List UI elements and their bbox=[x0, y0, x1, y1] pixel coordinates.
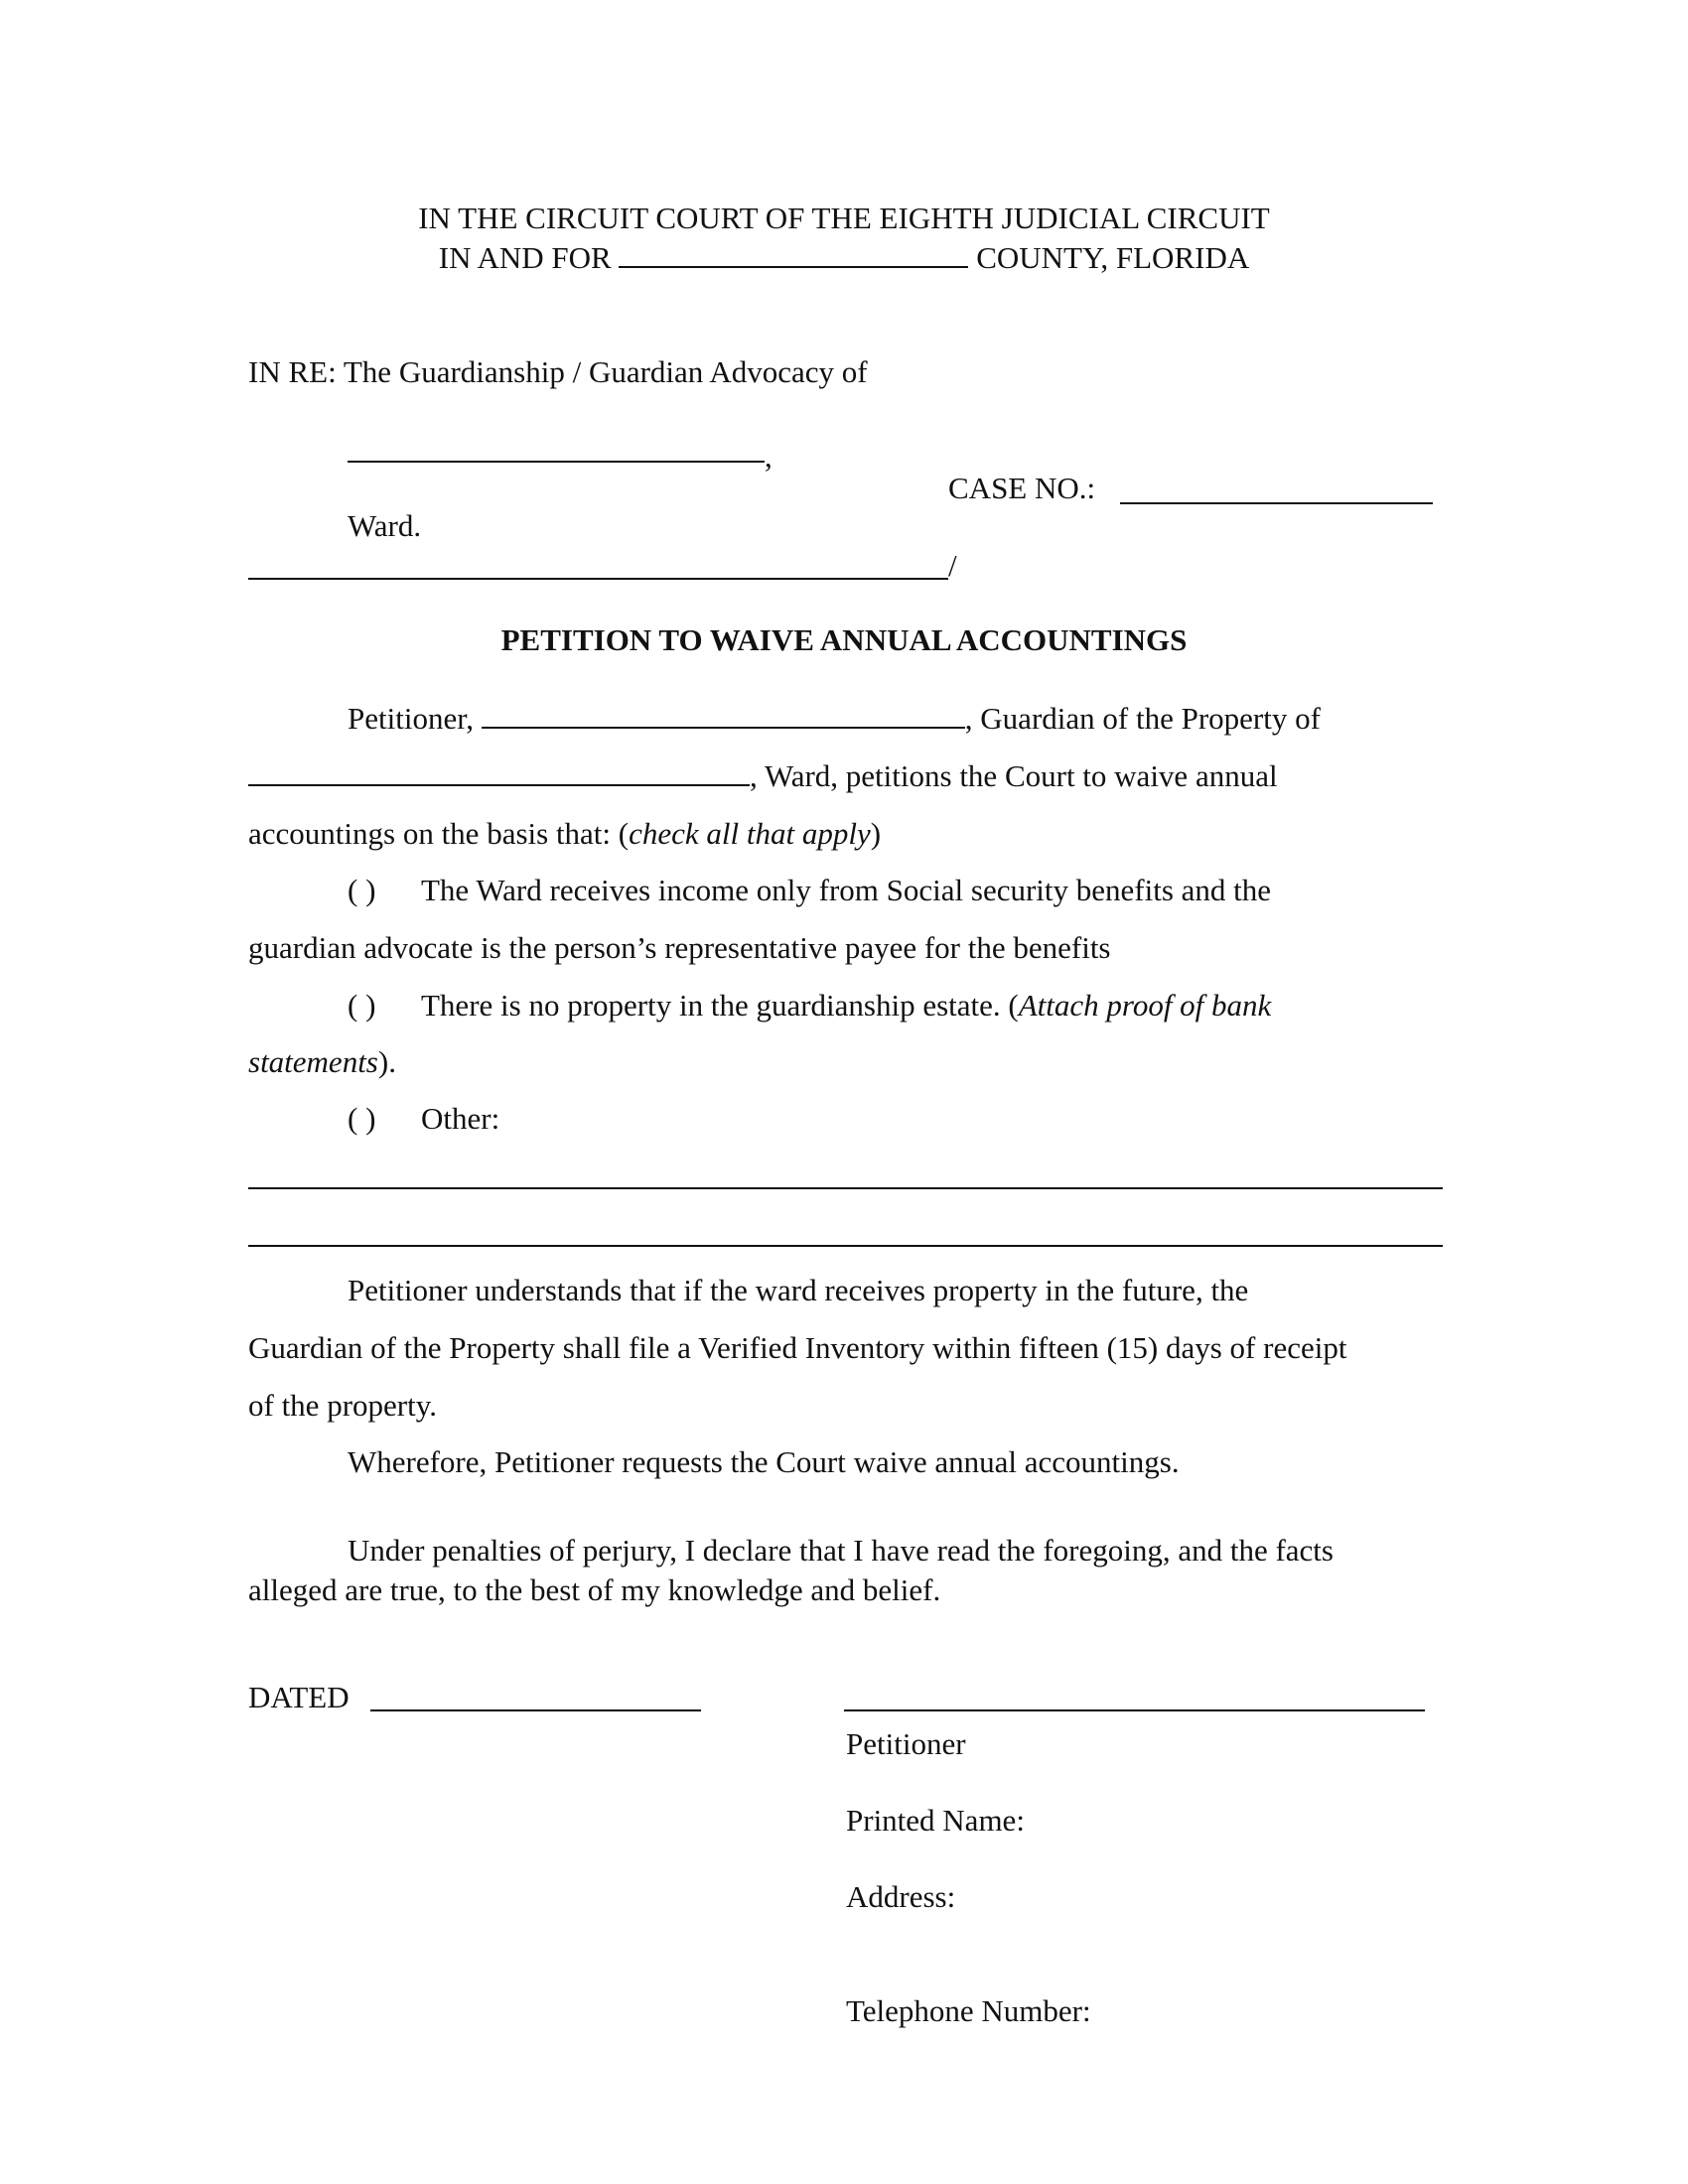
caption-slash: / bbox=[948, 548, 957, 583]
future-property-line2: Guardian of the Property shall file a Verified Inventory within fifteen (15) days of receipt bbox=[248, 1330, 1347, 1365]
future-property-line3: of the property. bbox=[248, 1388, 437, 1423]
signature-line[interactable] bbox=[844, 1709, 1425, 1711]
ward-name-comma: , bbox=[765, 439, 773, 474]
printed-name-label: Printed Name: bbox=[846, 1803, 1025, 1838]
ward-property-blank[interactable] bbox=[248, 756, 750, 786]
other-blank-line-2[interactable] bbox=[248, 1245, 1443, 1247]
option-social-security-cont: guardian advocate is the person’s representative payee for the benefits bbox=[248, 930, 1111, 965]
future-property-line1: Petitioner understands that if the ward receives property in the future, the bbox=[348, 1273, 1249, 1307]
wherefore-line: Wherefore, Petitioner requests the Court waive annual accountings. bbox=[348, 1444, 1180, 1479]
caption-divider-line bbox=[248, 578, 948, 580]
petitioner-signature-label: Petitioner bbox=[846, 1726, 966, 1761]
court-caption-line1 bbox=[0, 199, 1688, 238]
perjury-line2: alleged are true, to the best of my knowledge and belief. bbox=[248, 1572, 941, 1607]
option3-checkbox[interactable]: ( ) bbox=[348, 1101, 376, 1136]
county-blank[interactable] bbox=[619, 238, 968, 268]
telephone-label: Telephone Number: bbox=[846, 1993, 1091, 2028]
option-other: ( ) Other: bbox=[348, 1099, 499, 1139]
dated-label: DATED bbox=[248, 1680, 350, 1714]
dated-blank[interactable] bbox=[370, 1709, 701, 1711]
document-title: PETITION TO WAIVE ANNUAL ACCOUNTINGS bbox=[500, 622, 1188, 657]
option-no-property: ( ) There is no property in the guardianship estate. (Attach proof of bank bbox=[348, 986, 1271, 1025]
option-no-property-cont: statements). bbox=[248, 1044, 396, 1079]
court-caption-line2: IN AND FOR COUNTY, FLORIDA bbox=[438, 240, 1250, 275]
in-re-line: IN RE: The Guardianship / Guardian Advocacy of bbox=[248, 354, 868, 389]
option-social-security: ( ) The Ward receives income only from Social security benefits and the bbox=[348, 871, 1271, 910]
basis-line: accountings on the basis that: (check all that apply) bbox=[248, 816, 882, 851]
case-number-blank[interactable] bbox=[1120, 502, 1433, 504]
ward-label: Ward. bbox=[348, 508, 422, 543]
petitioner-line: Petitioner, , Guardian of the Property of bbox=[348, 701, 1321, 736]
case-number-label: CASE NO.: bbox=[948, 471, 1096, 505]
address-label: Address: bbox=[846, 1879, 956, 1914]
ward-name-blank[interactable] bbox=[348, 461, 765, 463]
court-name: IN THE CIRCUIT COURT OF THE EIGHTH JUDICIAL CIRCUIT bbox=[418, 201, 1270, 235]
perjury-line1: Under penalties of perjury, I declare that I have read the foregoing, and the facts bbox=[348, 1533, 1334, 1568]
option1-checkbox[interactable]: ( ) bbox=[348, 873, 376, 907]
other-blank-line-1[interactable] bbox=[248, 1187, 1443, 1189]
ward-petition-line: , Ward, petitions the Court to waive annual bbox=[248, 756, 1278, 796]
option2-checkbox[interactable]: ( ) bbox=[348, 988, 376, 1023]
petitioner-name-blank[interactable] bbox=[482, 699, 965, 729]
